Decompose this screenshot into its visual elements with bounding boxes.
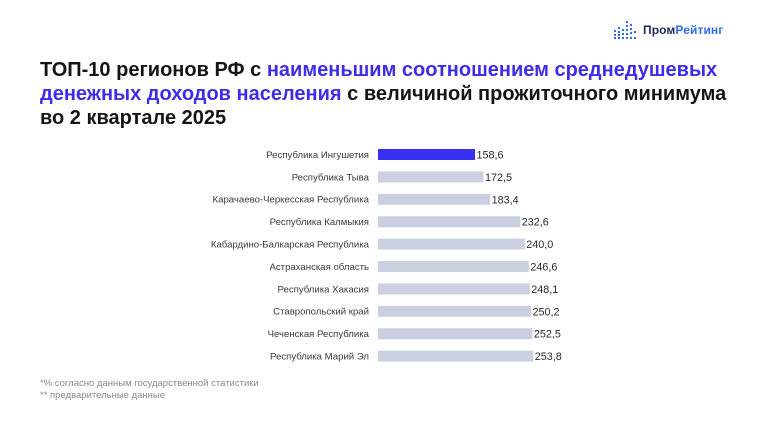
- footnote-1: *% согласно данным государственной статистики: [40, 378, 259, 389]
- title-segment-3: с величиной прожиточного минимума во 2 квартале 2025: [40, 83, 727, 129]
- category-label-6: Астраханская область: [269, 261, 369, 273]
- bar-5: [378, 239, 525, 250]
- value-label-4: 232,6: [521, 216, 549, 229]
- bar-equalizer-logo-icon: [614, 20, 636, 40]
- brand-name-part1: Пром: [643, 23, 676, 37]
- category-label-2: Республика Тыва: [291, 172, 369, 184]
- value-label-10: 253,8: [534, 351, 562, 364]
- bar-1: [378, 149, 475, 160]
- category-label-3: Карачаево-Черкесская Республика: [212, 194, 369, 206]
- category-label-10: Республика Марий Эл: [270, 351, 369, 363]
- value-label-3: 183,4: [491, 194, 519, 207]
- brand-logo: [614, 20, 723, 40]
- category-label-8: Ставропольский край: [273, 306, 369, 318]
- chart-title: [40, 58, 740, 130]
- value-label-6: 246,6: [530, 261, 558, 274]
- bar-8: [378, 306, 531, 317]
- value-label-1: 158,6: [476, 149, 504, 162]
- value-label-7: 248,1: [531, 283, 559, 296]
- brand-name: [643, 23, 723, 37]
- brand-name-part2: Рейтинг: [675, 23, 724, 37]
- bar-chart: [0, 140, 780, 372]
- category-label-4: Республика Калмыкия: [269, 217, 369, 229]
- bar-6: [378, 261, 529, 272]
- bar-2: [378, 171, 484, 182]
- value-label-5: 240,0: [526, 239, 554, 252]
- footnotes: [40, 378, 259, 402]
- bar-10: [378, 351, 533, 362]
- title-segment-1: ТОП-10 регионов РФ с: [40, 59, 267, 81]
- value-label-2: 172,5: [485, 171, 513, 184]
- bar-9: [378, 328, 532, 339]
- value-label-9: 252,5: [533, 328, 561, 341]
- category-label-5: Кабардино-Балкарская Республика: [210, 239, 369, 251]
- title-segment-highlight: наименьшим соотношением среднедушевых денежных доходов населения: [40, 59, 718, 105]
- bar-7: [378, 283, 530, 294]
- value-label-8: 250,2: [532, 306, 560, 319]
- category-label-7: Республика Хакасия: [277, 284, 369, 296]
- footnote-2: ** предварительные данные: [40, 390, 166, 401]
- category-label-1: Республика Ингушетия: [266, 149, 369, 161]
- category-label-9: Чеченская Республика: [267, 329, 369, 341]
- bar-4: [378, 216, 520, 227]
- bar-3: [378, 194, 490, 205]
